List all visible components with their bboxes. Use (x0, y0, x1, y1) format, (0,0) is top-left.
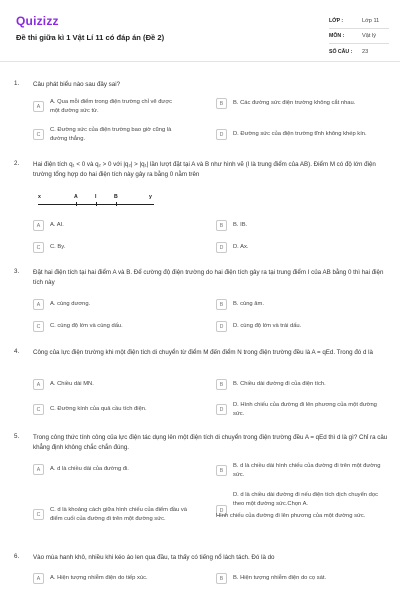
option-letter-box: D (216, 321, 227, 332)
option-text: A. Chiều dài MN. (50, 381, 94, 388)
option-letter-box: A (33, 464, 44, 475)
diagram-label: x (38, 194, 41, 200)
option-b[interactable] (216, 299, 396, 310)
option-text: B. IB. (233, 222, 248, 229)
option-d-body (216, 491, 389, 521)
option-text: A. Hiện tượng nhiễm điện do tiếp xúc. (50, 575, 148, 582)
option-c[interactable] (33, 321, 213, 332)
page-header (0, 0, 400, 62)
option-c[interactable] (33, 404, 213, 415)
charge-diagram (38, 194, 162, 208)
point-i-tick (96, 202, 97, 206)
option-a[interactable] (33, 464, 213, 475)
option-b[interactable] (216, 462, 396, 479)
option-text: C. By. (50, 244, 66, 251)
diagram-label: B (114, 194, 118, 200)
question-text: Đặt hai điện tích tại hai điểm A và B. Để cường độ điện trường do hai điện tích gây ra tại trung điểm I của AB bằng 0 thì hai điện tích này (33, 269, 384, 286)
option-letter-box: D (216, 505, 227, 516)
diagram-label: A (74, 194, 78, 200)
option-b[interactable] (216, 379, 396, 390)
point-b-tick (116, 202, 117, 206)
diagram-label: I (95, 194, 97, 200)
document-title: Đề thi giữa kì 1 Vật Lí 11 có đáp án (Đề 2) (16, 33, 165, 42)
option-text: D. Hình chiếu của đường đi lên phương của một đường sức. (233, 402, 377, 417)
option-text: B. Các đường sức điện trường không cắt nhau. (233, 100, 356, 107)
question-text: Câu phát biểu nào sau đây sai? (33, 81, 121, 88)
meta-label: SỐ CÂU : (329, 48, 353, 55)
option-a[interactable] (33, 220, 213, 231)
meta-row-class (329, 14, 389, 29)
question-text: Trong công thức tính công của lực điện tác dụng lên một điện tích di chuyển trong điện trường đều A = qEd thì d là gì? Chỉ ra câu khẳng định không chắc chắn đúng. (33, 434, 388, 451)
option-letter-box: C (33, 509, 44, 520)
option-text: B. cùng âm. (233, 301, 264, 308)
option-text: C. Đường sức của điện trường bao giờ cũng là đường thẳng. (50, 127, 172, 142)
option-b[interactable] (216, 98, 396, 109)
option-letter-box: D (216, 404, 227, 415)
option-text: C. cùng độ lớn và cùng dấu. (50, 323, 123, 330)
option-a[interactable] (33, 379, 213, 390)
option-letter-box: A (33, 379, 44, 390)
question-number: 4. (14, 348, 20, 355)
meta-value: Lớp 11 (362, 18, 380, 24)
option-letter-box: B (216, 573, 227, 584)
option-b[interactable] (216, 220, 396, 231)
option-text: A. d là chiều dài của đường đi. (50, 466, 129, 473)
question-text: Vào mùa hanh khô, nhiều khi kéo áo len qua đầu, ta thấy có tiếng nổ lách tách. Đó là do (33, 554, 275, 561)
option-letter-box: A (33, 573, 44, 584)
question-text: Hai điện tích q₁ < 0 và q₂ > 0 với |q₂| > |q₁| lần lượt đặt tại A và B như hình vẽ (I là trung điểm của AB). Điểm M có độ lớn điện trường tổng hợp do hai điện tích này gây ra bằng 0 nằm trên (33, 161, 376, 178)
meta-row-count (329, 44, 389, 59)
meta-label: LỚP : (329, 18, 344, 24)
option-letter-box: B (216, 98, 227, 109)
option-text: B. Hiện tượng nhiễm điện do cọ sát. (233, 575, 327, 582)
option-d[interactable] (216, 491, 396, 521)
option-letter-box: A (33, 220, 44, 231)
option-text: B. Chiều dài đường đi của điện tích. (233, 381, 326, 388)
option-a[interactable] (33, 299, 213, 310)
option-text: A. AI. (50, 222, 64, 229)
option-letter-box: A (33, 299, 44, 310)
option-letter-box: D (216, 129, 227, 140)
option-d[interactable] (216, 401, 396, 418)
meta-value: 23 (362, 48, 369, 55)
option-text: B. d là chiều dài hình chiếu của đường đi trên một đường sức. (233, 463, 381, 478)
option-letter-box: B (216, 379, 227, 390)
option-b[interactable] (216, 573, 396, 584)
question-number: 3. (14, 268, 20, 275)
option-text: A. Qua mỗi điểm trong điện trường chỉ vẽ được một đường sức từ. (50, 99, 173, 114)
quizizz-logo: Quizizz (16, 14, 59, 28)
option-letter-box: D (216, 242, 227, 253)
meta-label: MÔN : (329, 33, 345, 39)
meta-value: Vật lý (362, 33, 376, 39)
question-number: 1. (14, 80, 20, 87)
question-number: 2. (14, 160, 20, 167)
option-d[interactable] (216, 129, 396, 140)
option-c[interactable] (33, 242, 213, 253)
option-d[interactable] (216, 321, 396, 332)
option-text: D. d là chiều dài đường đi nếu điện tích dịch chuyển dọc theo một đường sức.Chọn A. (233, 492, 378, 507)
option-text: D. Đường sức của điện trường tĩnh không khép kín. (233, 131, 367, 138)
option-d[interactable] (216, 242, 396, 253)
point-a-tick (76, 202, 77, 206)
option-letter-box: B (216, 465, 227, 476)
option-letter-box: A (33, 101, 44, 112)
option-a[interactable] (33, 98, 223, 115)
question-text: Công của lực điện trường khi một điện tích di chuyển từ điểm M đến điểm N trong điện trường đều là A = qEd. Trong đó d là (33, 349, 373, 356)
option-a[interactable] (33, 573, 213, 584)
meta-panel (329, 14, 389, 59)
diagram-label: y (149, 194, 152, 200)
option-text: C. Đường kính của quả cầu tích điện. (50, 406, 147, 413)
question-number: 5. (14, 433, 20, 440)
option-text: C. d là khoảng cách giữa hình chiếu của điểm đầu và điểm cuối của đường đi trên một đường sức. (50, 507, 187, 522)
option-text: A. cùng dương. (50, 301, 91, 308)
option-note-text: Hình chiếu của đường đi lên phương của một đường sức. (216, 513, 366, 519)
option-letter-box: C (33, 321, 44, 332)
option-letter-box: C (33, 404, 44, 415)
option-letter-box: C (33, 129, 44, 140)
option-text: D. Ax. (233, 244, 249, 251)
option-c[interactable] (33, 126, 223, 143)
header-divider (0, 61, 400, 62)
meta-row-subject (329, 29, 389, 44)
option-text: D. cùng độ lớn và trái dấu. (233, 323, 302, 330)
option-c[interactable] (33, 506, 213, 523)
option-letter-box: B (216, 220, 227, 231)
question-number: 6. (14, 553, 20, 560)
option-letter-box: C (33, 242, 44, 253)
option-letter-box: B (216, 299, 227, 310)
